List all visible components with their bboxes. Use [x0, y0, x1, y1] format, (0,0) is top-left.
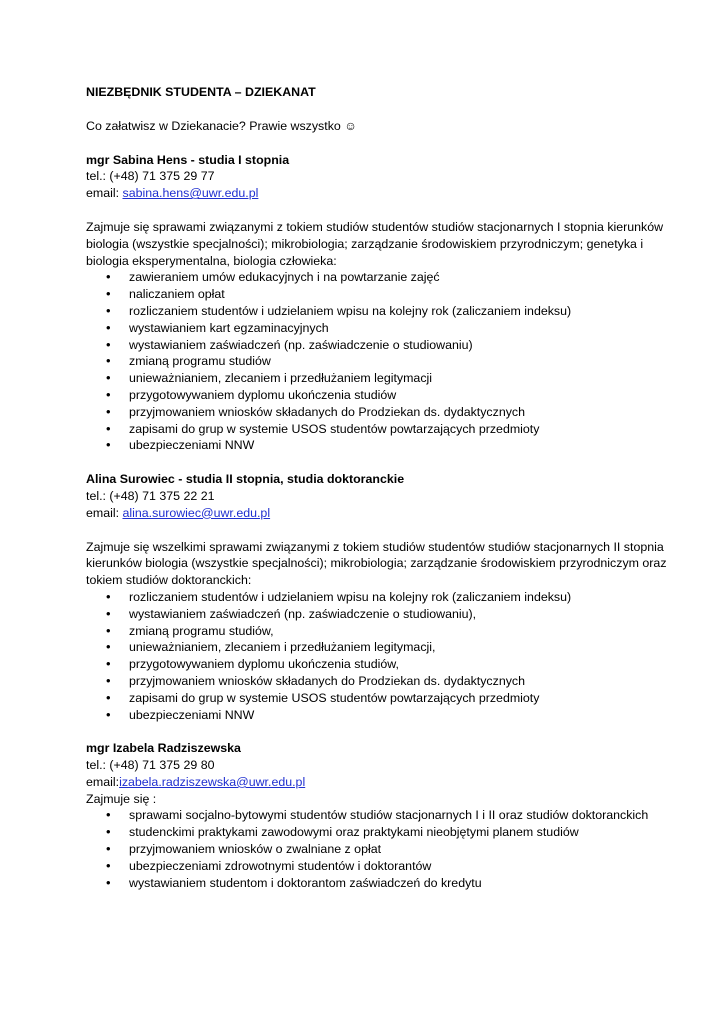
contact-phone: tel.: (+48) 71 375 29 77	[86, 169, 215, 184]
list-item: • przyjmowaniem wniosków składanych do Prodziekan ds. dydaktycznych	[86, 673, 685, 690]
contact-description: Zajmuje się sprawami związanymi z tokiem studiów studentów studiów stacjonarnych I stopnia kierunków biologia (wszystkie specjalności); mikrobiologia; zarządzanie środowiskiem przyrodniczym; genetyka i biologia eksperymentalna, biologia człowieka:	[86, 219, 664, 268]
list-item: • zapisami do grup w systemie USOS studentów powtarzających przedmioty	[86, 421, 685, 438]
contact-name: mgr Izabela Radziszewska	[86, 741, 241, 756]
list-item: • wystawianiem zaświadczeń (np. zaświadczenie o studiowaniu),	[86, 606, 685, 623]
list-item: • naliczaniem opłat	[86, 286, 685, 303]
contact-email-line	[86, 185, 685, 202]
duties-list	[86, 269, 685, 454]
duties-list	[86, 807, 685, 891]
page-title: NIEZBĘDNIK STUDENTA – DZIEKANAT	[86, 85, 316, 99]
list-item: • przyjmowaniem wniosków składanych do Prodziekan ds. dydaktycznych	[86, 404, 685, 421]
list-item: • studenckimi praktykami zawodowymi oraz praktykami nieobjętymi planem studiów	[86, 824, 685, 841]
list-item: • ubezpieczeniami NNW	[86, 437, 685, 454]
email-link[interactable]: alina.surowiec@uwr.edu.pl	[122, 505, 271, 520]
contact-section-surowiec	[86, 471, 685, 723]
contact-phone: tel.: (+48) 71 375 29 80	[86, 758, 215, 773]
contact-phone: tel.: (+48) 71 375 22 21	[86, 488, 215, 503]
contact-email-line	[86, 505, 685, 522]
list-item: • ubezpieczeniami zdrowotnymi studentów i doktorantów	[86, 858, 685, 875]
email-label: email:	[86, 774, 120, 789]
contact-name: mgr Sabina Hens - studia I stopnia	[86, 152, 290, 167]
list-item: • rozliczaniem studentów i udzielaniem wpisu na kolejny rok (zaliczaniem indeksu)	[86, 589, 685, 606]
duties-list	[86, 589, 685, 723]
list-item: • przygotowywaniem dyplomu ukończenia studiów,	[86, 656, 685, 673]
list-item: • zmianą programu studiów,	[86, 623, 685, 640]
list-item: • unieważnianiem, zlecaniem i przedłużaniem legitymacji	[86, 370, 685, 387]
list-item: • przyjmowaniem wniosków o zwalniane z opłat	[86, 841, 685, 858]
contact-description: Zajmuje się wszelkimi sprawami związanymi z tokiem studiów studentów studiów stacjonarnych II stopnia kierunków biologia (wszystkie specjalności); mikrobiologia; zarządzanie środowiskiem przyrodniczym oraz tokiem studiów doktoranckich:	[86, 539, 667, 588]
email-link[interactable]: sabina.hens@uwr.edu.pl	[122, 186, 259, 201]
contact-name: Alina Surowiec - studia II stopnia, studia doktoranckie	[86, 472, 405, 487]
contact-email-line	[86, 774, 685, 791]
list-item: • rozliczaniem studentów i udzielaniem wpisu na kolejny rok (zaliczaniem indeksu)	[86, 303, 685, 320]
list-item: • wystawianiem studentom i doktorantom zaświadczeń do kredytu	[86, 875, 685, 892]
list-item: • zawieraniem umów edukacyjnych i na powtarzanie zajęć	[86, 269, 685, 286]
list-item: • wystawianiem kart egzaminacyjnych	[86, 320, 685, 337]
list-item: • unieważnianiem, zlecaniem i przedłużaniem legitymacji,	[86, 639, 685, 656]
list-item: • wystawianiem zaświadczeń (np. zaświadczenie o studiowaniu)	[86, 337, 685, 354]
intro-text: Co załatwisz w Dziekanacie? Prawie wszystko ☺	[86, 118, 357, 133]
email-label: email:	[86, 505, 123, 520]
contact-section-radziszewska	[86, 740, 685, 891]
email-link[interactable]: izabela.radziszewska@uwr.edu.pl	[119, 774, 306, 789]
list-item: • zapisami do grup w systemie USOS studentów powtarzających przedmioty	[86, 690, 685, 707]
contact-description: Zajmuje się :	[86, 791, 157, 806]
email-label: email:	[86, 186, 123, 201]
contact-section-hens	[86, 152, 685, 455]
list-item: • przygotowywaniem dyplomu ukończenia studiów	[86, 387, 685, 404]
list-item: • ubezpieczeniami NNW	[86, 707, 685, 724]
list-item: • sprawami socjalno-bytowymi studentów studiów stacjonarnych I i II oraz studiów doktoranckich	[86, 807, 685, 824]
list-item: • zmianą programu studiów	[86, 353, 685, 370]
